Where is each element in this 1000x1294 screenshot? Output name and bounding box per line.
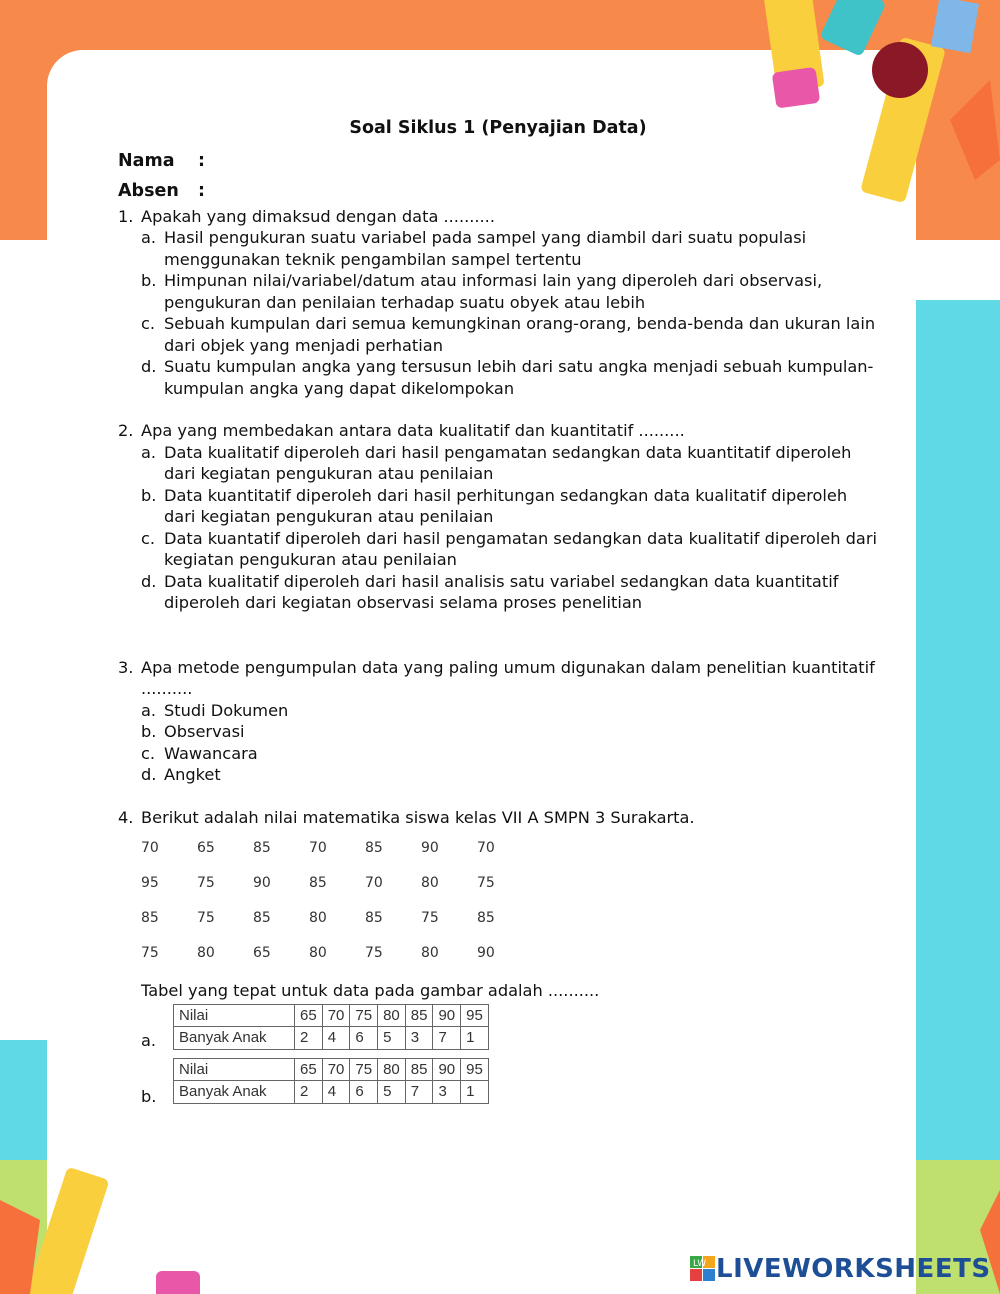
grade-value: 70: [477, 840, 495, 856]
table-cell: 90: [433, 1004, 461, 1027]
option-text: Angket: [164, 765, 221, 784]
option-text: Data kuantitatif diperoleh dari hasil perhitungan sedangkan data kualitatif diperoleh dari kegiatan pengukuran atau penilaian: [164, 485, 848, 526]
grade-row: [141, 908, 878, 943]
grade-value: 85: [477, 910, 495, 926]
question-text: Apa metode pengumpulan data yang paling umum digunakan dalam penelitian kuantitatif ..........: [141, 657, 875, 698]
question-number: 2.: [118, 421, 134, 440]
grade-value: 80: [309, 910, 327, 926]
option-b[interactable]: [141, 1058, 878, 1108]
grade-value: 85: [365, 840, 383, 856]
grade-value: 75: [421, 910, 439, 926]
question-3: [118, 657, 878, 786]
option-text: Wawancara: [164, 743, 258, 763]
option-c[interactable]: [141, 313, 878, 356]
table-cell: 70: [322, 1004, 350, 1027]
name-field: [118, 146, 878, 176]
grade-value: 85: [253, 840, 271, 856]
table-cell: 3: [405, 1027, 433, 1050]
grade-value: 85: [141, 910, 159, 926]
table-row: [174, 1004, 489, 1027]
table-cell: 95: [461, 1004, 489, 1027]
option-letter: c.: [141, 743, 156, 763]
absen-separator: :: [198, 180, 205, 201]
question-text: Berikut adalah nilai matematika siswa kelas VII A SMPN 3 Surakarta.: [141, 807, 695, 827]
grade-value: 75: [365, 945, 383, 961]
name-label: Nama: [118, 150, 175, 171]
question-1: [118, 206, 878, 400]
option-c[interactable]: [141, 743, 878, 765]
absen-field: [118, 176, 878, 206]
grade-value: 65: [253, 945, 271, 961]
grade-value: 90: [477, 945, 495, 961]
option-letter: a.: [141, 1031, 157, 1050]
grade-value: 80: [421, 945, 439, 961]
option-letter: d.: [141, 357, 157, 376]
option-a[interactable]: [141, 442, 878, 485]
table-cell: 95: [461, 1058, 489, 1081]
question-4: [118, 807, 878, 1108]
table-cell: 90: [433, 1058, 461, 1081]
question-number: 1.: [118, 206, 134, 226]
worksheet-content: [118, 118, 878, 1108]
eraser-icon: [772, 67, 821, 109]
table-cell: 4: [322, 1027, 350, 1050]
table-cell: 75: [350, 1058, 378, 1081]
option-text: Data kuantatif diperoleh dari hasil pengamatan sedangkan data kualitatif diperoleh dari kegiatan pengukuran atau penilaian: [164, 528, 877, 569]
frequency-table: [173, 1004, 489, 1050]
option-a[interactable]: [141, 1004, 878, 1052]
option-letter: a.: [141, 228, 157, 247]
question-2: [118, 420, 878, 614]
option-a[interactable]: [141, 700, 878, 722]
table-cell: 85: [405, 1058, 433, 1081]
table-cell: 85: [405, 1004, 433, 1027]
table-cell: 70: [322, 1058, 350, 1081]
grade-value: 85: [365, 910, 383, 926]
frequency-table: [173, 1058, 489, 1104]
grade-value: 85: [309, 875, 327, 891]
liveworksheets-logo-icon: [690, 1256, 716, 1282]
table-cell: 65: [295, 1004, 323, 1027]
table-cell: 2: [295, 1081, 323, 1104]
option-letter: d.: [141, 765, 157, 784]
table-cell: 7: [433, 1027, 461, 1050]
table-cell: 1: [461, 1027, 489, 1050]
table-cell: Nilai: [174, 1058, 295, 1081]
option-letter: b.: [141, 271, 157, 290]
option-letter: d.: [141, 571, 157, 591]
pencil-tip-icon: [950, 80, 1000, 180]
table-cell: 2: [295, 1027, 323, 1050]
option-letter: c.: [141, 528, 156, 548]
option-b[interactable]: [141, 721, 878, 743]
liveworksheets-logo[interactable]: [690, 1254, 991, 1284]
grade-value: 70: [309, 840, 327, 856]
grades-image: [141, 838, 878, 978]
eraser-illustration: [150, 1265, 210, 1294]
grade-value: 80: [309, 945, 327, 961]
grade-value: 75: [141, 945, 159, 961]
table-row: [174, 1058, 489, 1081]
stationery-illustration-bottom: [0, 1160, 140, 1294]
table-cell: Banyak Anak: [174, 1081, 295, 1104]
option-d[interactable]: [141, 356, 878, 399]
table-cell: 5: [378, 1081, 406, 1104]
table-cell: 5: [378, 1027, 406, 1050]
option-letter: a.: [141, 442, 157, 462]
option-b[interactable]: [141, 270, 878, 313]
table-cell: 65: [295, 1058, 323, 1081]
option-text: Observasi: [164, 722, 245, 741]
option-text: Studi Dokumen: [164, 700, 289, 720]
grade-row: [141, 943, 878, 978]
grade-value: 80: [197, 945, 215, 961]
grade-row: [141, 838, 878, 873]
grade-value: 70: [141, 840, 159, 856]
question-text: Apa yang membedakan antara data kualitatif dan kuantitatif .........: [141, 421, 685, 440]
table-cell: 6: [350, 1081, 378, 1104]
option-text: Data kualitatif diperoleh dari hasil analisis satu variabel sedangkan data kuantitatif diperoleh dari kegiatan observasi selama proses penelitian: [164, 571, 839, 612]
crayon-icon: [931, 0, 979, 53]
option-c[interactable]: [141, 528, 878, 571]
table-cell: 1: [461, 1081, 489, 1104]
option-letter: b.: [141, 485, 157, 505]
grade-value: 70: [365, 875, 383, 891]
grade-value: 80: [421, 875, 439, 891]
logo-mark: LW: [693, 1259, 707, 1269]
table-cell: 6: [350, 1027, 378, 1050]
grade-value: 90: [253, 875, 271, 891]
table-row: [174, 1027, 489, 1050]
marker-icon: [819, 0, 886, 57]
grade-value: 85: [253, 910, 271, 926]
table-cell: 75: [350, 1004, 378, 1027]
grade-row: [141, 873, 878, 908]
option-text: Hasil pengukuran suatu variabel pada sampel yang diambil dari suatu populasi menggunakan teknik pengambilan sampel tertentu: [164, 228, 807, 269]
option-text: Himpunan nilai/variabel/datum atau informasi lain yang diperoleh dari observasi, pengukuran dan penilaian terhadap suatu obyek atau lebih: [164, 271, 823, 312]
table-cell: 80: [378, 1004, 406, 1027]
grade-value: 75: [197, 910, 215, 926]
grade-value: 95: [141, 875, 159, 891]
option-letter: a.: [141, 700, 157, 720]
absen-label: Absen: [118, 180, 179, 201]
question-prompt: Tabel yang tepat untuk data pada gambar adalah ..........: [141, 981, 600, 1000]
paintbrush-icon: [872, 42, 928, 98]
grade-value: 75: [197, 875, 215, 891]
table-cell: 7: [405, 1081, 433, 1104]
table-cell: Banyak Anak: [174, 1027, 295, 1050]
question-number: 3.: [118, 657, 134, 677]
grade-value: 75: [477, 875, 495, 891]
brand-name: LIVEWORKSHEETS: [716, 1254, 991, 1284]
option-b[interactable]: [141, 485, 878, 528]
option-a[interactable]: [141, 227, 878, 270]
table-cell: 4: [322, 1081, 350, 1104]
option-d[interactable]: [141, 764, 878, 786]
option-letter: b.: [141, 1087, 157, 1106]
option-text: Suatu kumpulan angka yang tersusun lebih dari satu angka menjadi sebuah kumpulan-kumpulan angka yang dapat dikelompokan: [164, 357, 874, 398]
question-text: Apakah yang dimaksud dengan data ..........: [141, 206, 495, 226]
table-cell: 3: [433, 1081, 461, 1104]
option-letter: b.: [141, 722, 157, 741]
table-cell: Nilai: [174, 1004, 295, 1027]
name-separator: :: [198, 150, 205, 171]
option-text: Sebuah kumpulan dari semua kemungkinan orang-orang, benda-benda dan ukuran lain dari objek yang menjadi perhatian: [164, 314, 876, 355]
option-text: Data kualitatif diperoleh dari hasil pengamatan sedangkan data kuantitatif diperoleh dari kegiatan pengukuran atau penilaian: [164, 442, 852, 483]
table-row: [174, 1081, 489, 1104]
table-cell: 80: [378, 1058, 406, 1081]
option-d[interactable]: [141, 571, 878, 614]
page-title: Soal Siklus 1 (Penyajian Data): [349, 118, 647, 138]
eraser-icon: [156, 1271, 200, 1294]
option-letter: c.: [141, 314, 156, 333]
question-number: 4.: [118, 807, 134, 827]
grade-value: 65: [197, 840, 215, 856]
grade-value: 90: [421, 840, 439, 856]
